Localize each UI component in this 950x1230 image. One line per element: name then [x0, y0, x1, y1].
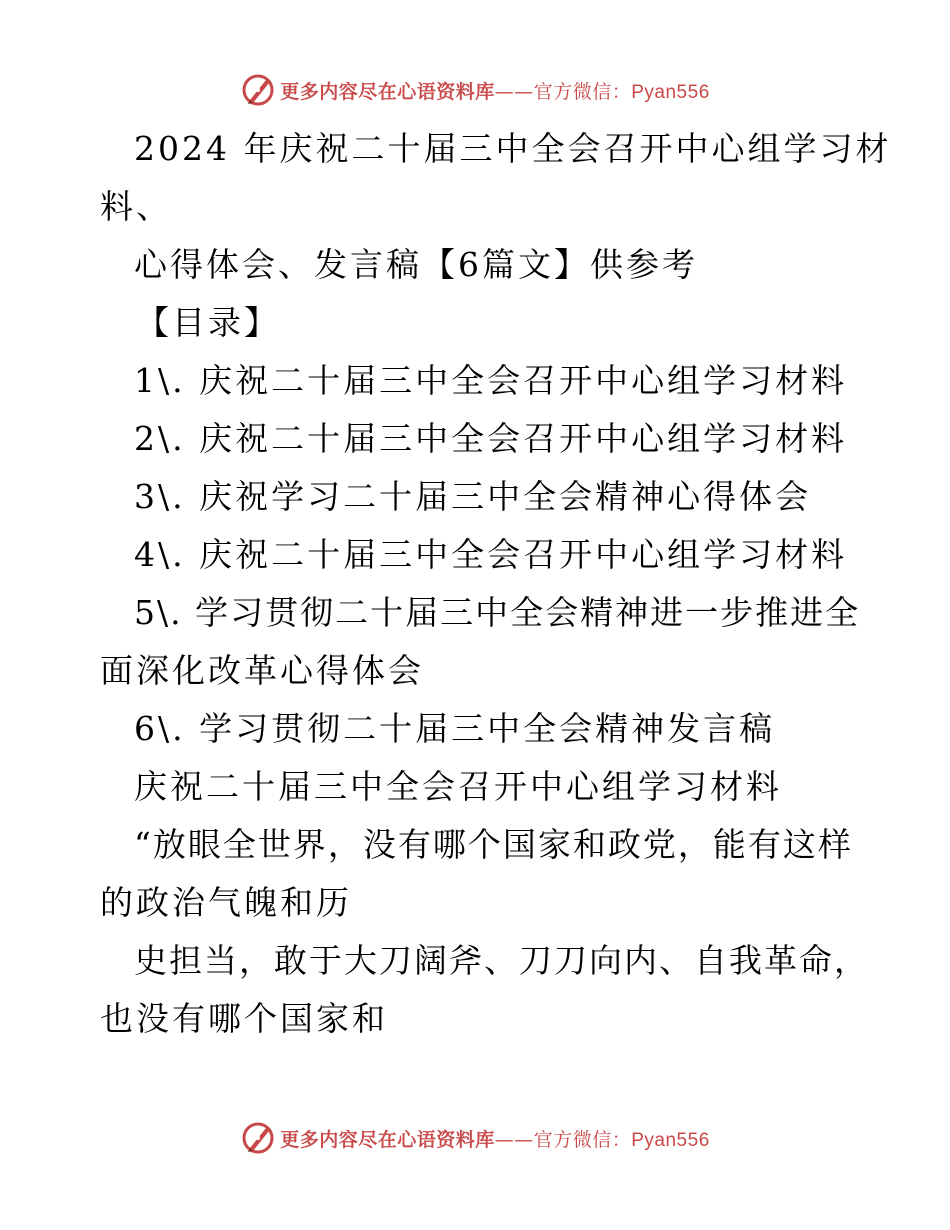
banner-official: 官方微信：: [533, 80, 632, 103]
section-title: 庆祝二十届三中全会召开中心组学习材料: [134, 767, 782, 806]
toc-item-5-continued: 面深化改革心得体会: [100, 651, 424, 690]
body-line-1: “放眼全世界，没有哪个国家和政党，能有这样: [134, 825, 853, 864]
toc-item-6: 6\. 学习贯彻二十届三中全会精神发言稿: [134, 709, 776, 748]
footer-banner: [0, 1118, 950, 1158]
banner-brand: 更多内容尽在心语资料库: [280, 1128, 495, 1151]
toc-item-3: 3\. 庆祝学习二十届三中全会精神心得体会: [134, 477, 812, 516]
toc-item-1: 1\. 庆祝二十届三中全会召开中心组学习材料: [134, 361, 848, 400]
banner-text: [280, 1125, 710, 1152]
header-banner: [0, 70, 950, 110]
toc-item-4: 4\. 庆祝二十届三中全会召开中心组学习材料: [134, 535, 848, 574]
banner-text: [280, 77, 710, 104]
toc-item-2: 2\. 庆祝二十届三中全会召开中心组学习材料: [134, 419, 848, 458]
banner-separator: ——: [494, 80, 534, 103]
toc-item-5: 5\. 学习贯彻二十届三中全会精神进一步推进全: [134, 593, 861, 632]
pen-logo-icon: [240, 72, 276, 108]
body-line-4: 也没有哪个国家和: [100, 999, 388, 1038]
pen-logo-icon: [240, 1120, 276, 1156]
banner-account: Pyan556: [631, 81, 710, 103]
banner-separator: ——: [494, 1128, 534, 1151]
banner-account: Pyan556: [631, 1129, 710, 1151]
title-line-1: 2024 年庆祝二十届三中全会召开中心组学习材: [134, 129, 892, 168]
body-line-3: 史担当，敢于大刀阔斧、刀刀向内、自我革命，: [134, 941, 869, 980]
toc-heading: 【目录】: [136, 303, 280, 342]
banner-brand: 更多内容尽在心语资料库: [280, 80, 495, 103]
title-line-3: 心得体会、发言稿【6篇文】供参考: [134, 245, 698, 284]
title-line-2: 料、: [100, 187, 172, 226]
body-line-2: 的政治气魄和历: [100, 883, 352, 922]
banner-official: 官方微信：: [533, 1128, 632, 1151]
document-body: [100, 120, 892, 1048]
